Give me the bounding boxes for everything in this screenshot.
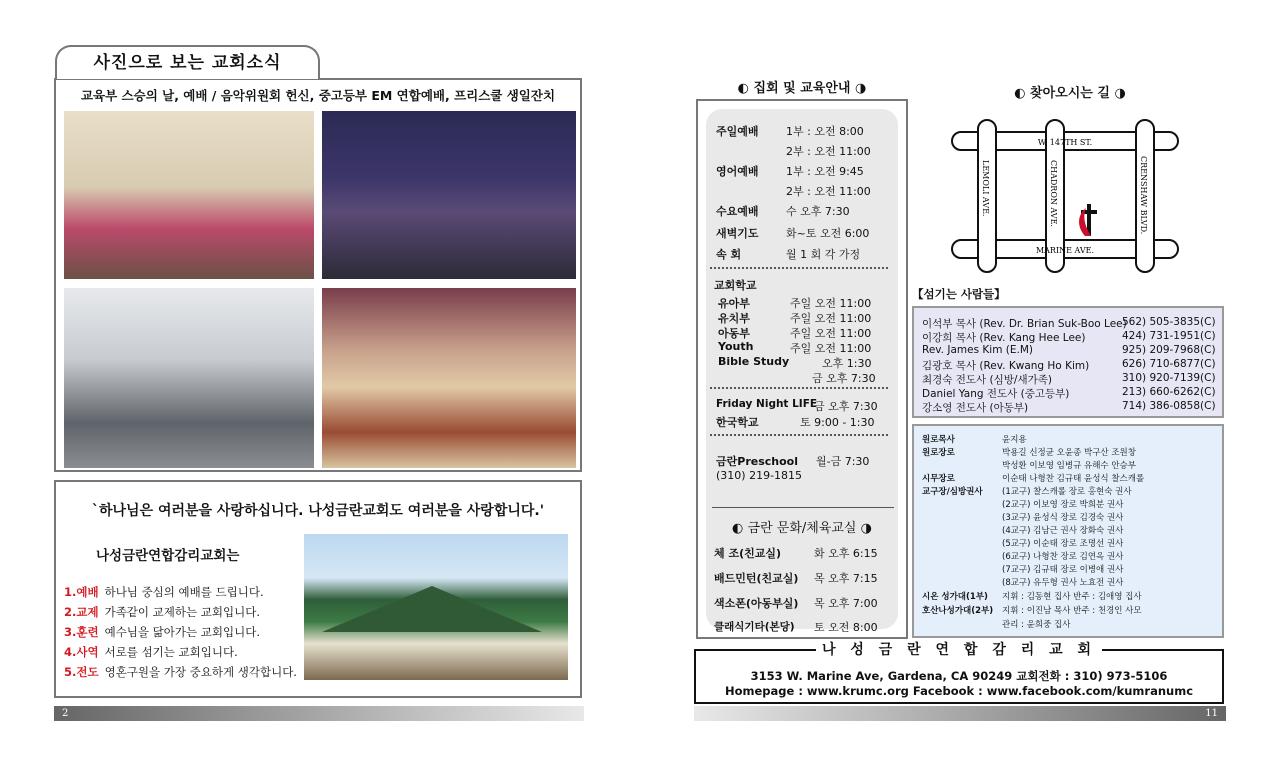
label-147th: W. 147TH ST. [1037,138,1093,147]
divider [712,507,894,508]
section-title: 사진으로 보는 교회소식 [55,45,320,79]
pastor-row: 김광호 목사 (Rev. Kwang Ho Kim) 626) 710-6877(C) [922,358,1216,372]
school-time: 오후 1:30 [822,357,872,370]
mission-box [54,480,582,698]
culture-name: 체 조(친교실) [714,547,782,560]
staff-names: 지휘 : 이진남 목사 반주 : 천경인 사모 [1002,606,1142,616]
staff-names: 지휘 : 김동현 집사 반주 : 김애영 집사 [1002,592,1142,602]
pastor-list [912,306,1224,418]
preschool-name: 금란Preschool [716,455,798,468]
church-cross-icon [1079,204,1097,236]
school-name: 유아부 [718,297,750,310]
preschool-time: 월-금 7:30 [816,455,870,468]
church-building-photo [304,534,568,680]
worship-time: 월 1 회 각 가정 [786,248,861,261]
staff-names: (5교구) 이순태 장로 조명선 권사 [1002,539,1124,549]
worship-name: 새벽기도 [716,227,759,240]
staff-names: 박성환 이보영 임병규 유해수 안승부 [1002,461,1136,471]
mission-item: 4.사역 서로를 섬기는 교회입니다. [64,645,238,659]
staff-names: (1교구) 찰스캐롤 장로 홍현숙 권사 [1002,487,1132,497]
schedule-panel [706,109,898,634]
photo-choir-worship [322,111,576,279]
church-name-row [694,639,1224,659]
staff-names: 윤지용 [1002,435,1027,445]
worship-time: 2부 : 오전 11:00 [786,185,871,198]
photo-news-box [54,78,582,472]
culture-name: 색소폰(아동부실) [714,597,799,610]
divider [710,387,888,389]
photo-joint-worship [64,288,314,468]
culture-time: 목 오후 7:15 [814,572,878,585]
label-crenshaw: CRENSHAW BLVD. [1139,156,1148,235]
pastor-row: Daniel Yang 전도사 (중고등부) 213) 660-6262(C) [922,386,1216,400]
location-map [950,118,1180,274]
pastor-row: Rev. James Kim (E.M) 925) 209-7968(C) [922,344,1216,356]
staff-role: 시무장로 [922,474,955,484]
mission-item: 5.전도 영혼구원을 가장 중요하게 생각합니다. [64,665,297,679]
staff-role: 원로목사 [922,435,955,445]
page-number-left: 2 [54,706,584,721]
culture-heading: ◐ 금란 문화/체육교실 ◑ [732,521,872,536]
friday-time: 금 오후 7:30 [814,400,878,413]
staff-names: (7교구) 김규태 장로 이병애 권사 [1002,565,1124,575]
friday-time: 토 9:00 - 1:30 [800,416,875,429]
culture-name: 배드민턴(친교실) [714,572,799,585]
worship-name: 수요예배 [716,205,759,218]
motto: `하나님은 여러분을 사랑하십니다. 나성금란교회도 여러분을 사랑합니다.' [91,503,544,519]
culture-time: 화 오후 6:15 [814,547,878,560]
staff-list [912,424,1224,638]
church-name: 나 성 금 란 연 합 감 리 교 회 [694,639,1224,659]
school-time: 주일 오전 11:00 [790,312,872,325]
pastor-row: 강소영 전도사 (아동부) 714) 386-0858(C) [922,400,1216,414]
worship-name: 주일예배 [716,125,759,138]
staff-names: (6교구) 나형찬 장로 김연옥 권사 [1002,552,1124,562]
divider [710,267,888,269]
worship-name: 영어예배 [716,165,759,178]
worship-time: 2부 : 오전 11:00 [786,145,871,158]
worship-name: 속 회 [716,248,742,261]
school-heading: 교회학교 [714,279,757,292]
photo-caption: 교육부 스승의 날, 예배 / 음악위원회 헌신, 중고등부 EM 연합예배, 프리스쿨 생일잔치 [80,88,556,103]
worship-time: 화~토 오전 6:00 [786,227,870,240]
school-time: 주일 오전 11:00 [790,327,872,340]
culture-time: 토 오전 8:00 [814,621,878,634]
school-name: Bible Study [718,355,790,368]
schedule-heading: ◐ 집회 및 교육안내 ◑ [737,81,867,96]
staff-role: 교구장/심방권사 [922,487,983,497]
school-time: 금 오후 7:30 [812,372,876,385]
pastor-row: 이강희 목사 (Rev. Kang Hee Lee) 424) 731-1951(C) [922,330,1216,344]
photo-preschool-birthday [322,288,576,468]
divider [710,434,888,436]
label-marine: MARINE AVE. [1035,246,1095,255]
friday-name: Friday Night LIFE [716,398,818,410]
mission-item: 3.훈련 예수님을 닮아가는 교회입니다. [64,625,260,639]
mission-item: 1.예배 하나님 중심의 예배를 드립니다. [64,585,264,599]
church-address: 3153 W. Marine Ave, Gardena, CA 90249 교회전화 : 310) 973-5106 [750,669,1168,683]
staff-names: (2교구) 이보영 장로 박희분 권사 [1002,500,1124,510]
staff-names: (8교구) 유두형 권사 노효전 권사 [1002,578,1124,588]
preschool-phone: (310) 219-1815 [716,469,803,482]
friday-name: 한국학교 [716,416,759,429]
pastor-row: 최경숙 전도사 (심방/새가족) 310) 920-7139(C) [922,372,1216,386]
school-time: 주일 오전 11:00 [790,297,872,310]
staff-role: 시온 성가대(1부) [922,592,988,602]
staff-names: 이순태 나형찬 김규태 윤성식 찰스캐롤 [1002,474,1145,484]
church-intro: 나성금란연합감리교회는 [96,548,240,564]
label-chadron: CHADRON AVE. [1049,160,1058,227]
page-number-right: 11 [694,706,1226,721]
staff-role: 호산나성가대(2부) [922,606,994,616]
school-name: 유치부 [718,312,750,325]
staff-names: (3교구) 윤성식 장로 김경숙 권사 [1002,513,1124,523]
worship-time: 1부 : 오전 8:00 [786,125,864,138]
staff-names: 관리 : 윤희중 집사 [1002,620,1071,630]
school-name: Youth [718,340,754,353]
church-homepage: Homepage : www.krumc.org Facebook : www.facebook.com/kumranumc [724,684,1194,698]
pastor-row: 이석부 목사 (Rev. Dr. Brian Suk-Boo Lee) 562) 505-3835(C) [922,316,1216,330]
staff-role: 원로장로 [922,448,955,458]
label-lemoli: LEMOLI AVE. [981,160,990,217]
school-name: 아동부 [718,327,750,340]
worship-time: 1부 : 오전 9:45 [786,165,864,178]
people-label: 【섬기는 사람들】 [912,287,1006,301]
mission-item: 2.교제 가족같이 교제하는 교회입니다. [64,605,260,619]
worship-time: 수 오후 7:30 [786,205,850,218]
staff-names: 박용길 신정균 오윤종 박구산 조원창 [1002,448,1136,458]
school-time: 주일 오전 11:00 [790,342,872,355]
schedule-box [696,99,908,639]
culture-name: 클래식기타(본당) [714,621,795,633]
photo-teachers-day [64,111,314,279]
culture-time: 목 오후 7:00 [814,597,878,610]
staff-names: (4교구) 김남근 권사 장화숙 권사 [1002,526,1124,536]
directions-heading: ◐ 찾아오시는 길 ◑ [1014,86,1126,101]
